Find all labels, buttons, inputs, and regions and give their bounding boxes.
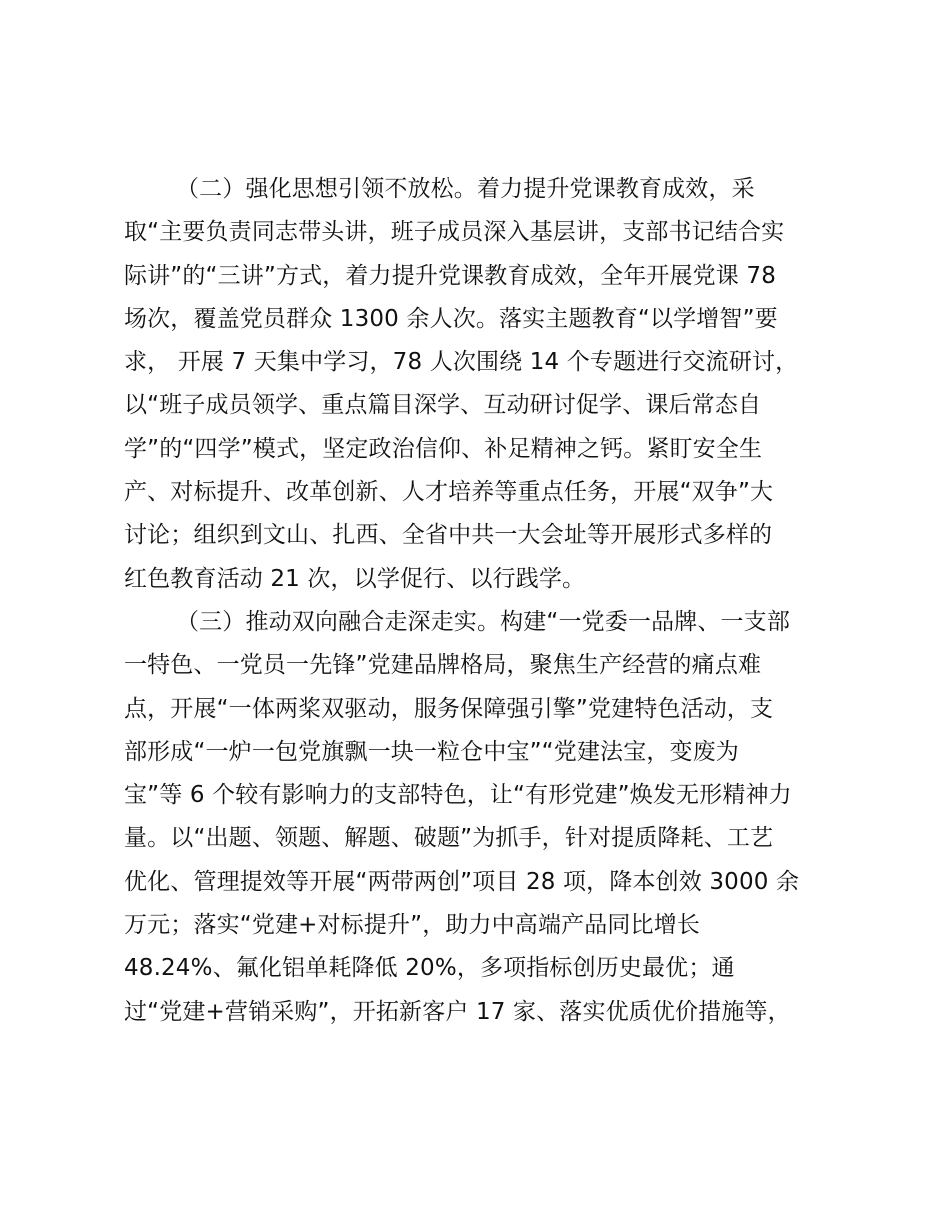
- text-line: 以“班子成员领学、重点篇目深学、互动研讨促学、课后常态自: [124, 392, 762, 419]
- text-line: 讨论；组织到文山、扎西、全省中共一大会址等开展形式多样的: [124, 522, 773, 549]
- paragraph-integration: [124, 601, 844, 1034]
- text-line: 学”的“四学”模式，坚定政治信仰、补足精神之钙。紧盯安全生: [124, 435, 763, 462]
- text-line: 万元；落实“党建+对标提升”，助力中高端产品同比增长: [124, 912, 701, 939]
- text-line: 点，开展“一体两桨双驱动，服务保障强引擎”党建特色活动，支: [124, 695, 774, 722]
- text-line: 红色教育活动 21 次，以学促行、以行践学。: [124, 565, 586, 592]
- text-line: 过“党建+营销采购”，开拓新客户 17 家、落实优质优价措施等，: [124, 998, 791, 1025]
- text-line: 一特色、一党员一先锋”党建品牌格局，聚焦生产经营的痛点难: [124, 652, 762, 679]
- text-line: 际讲”的“三讲”方式，着力提升党课教育成效，全年开展党课 78: [124, 262, 776, 289]
- text-line: 取“主要负责同志带头讲，班子成员深入基层讲，支部书记结合实: [124, 219, 785, 246]
- text-line: 场次，覆盖党员群众 1300 余人次。落实主题教育“以学增智”要: [124, 305, 778, 332]
- text-line: （三）推动双向融合走深走实。构建“一党委一品牌、一支部: [176, 608, 790, 635]
- paragraph-ideology-guidance: [124, 168, 844, 601]
- text-line: 部形成“一炉一包党旗飘一块一粒仓中宝”“党建法宝，变废为: [124, 738, 739, 765]
- text-line: 产、对标提升、改革创新、人才培养等重点任务，开展“双争”大: [124, 479, 774, 506]
- text-line: （二）强化思想引领不放松。着力提升党课教育成效，采: [176, 176, 755, 202]
- text-line: 48.24%、氟化铝单耗降低 20%，多项指标创历史最优；通: [124, 955, 735, 982]
- text-line: 量。以“出题、领题、解题、破题”为抓手，针对提质降耗、工艺: [124, 825, 774, 852]
- text-line: 优化、管理提效等开展“两带两创”项目 28 项，降本创效 3000 余: [124, 868, 800, 895]
- text-line: 宝”等 6 个较有影响力的支部特色，让“有形党建”焕发无形精神力: [124, 782, 792, 809]
- body-text: [124, 168, 844, 1034]
- text-line: 求， 开展 7 天集中学习，78 人次围绕 14 个专题进行交流研讨，: [124, 349, 799, 376]
